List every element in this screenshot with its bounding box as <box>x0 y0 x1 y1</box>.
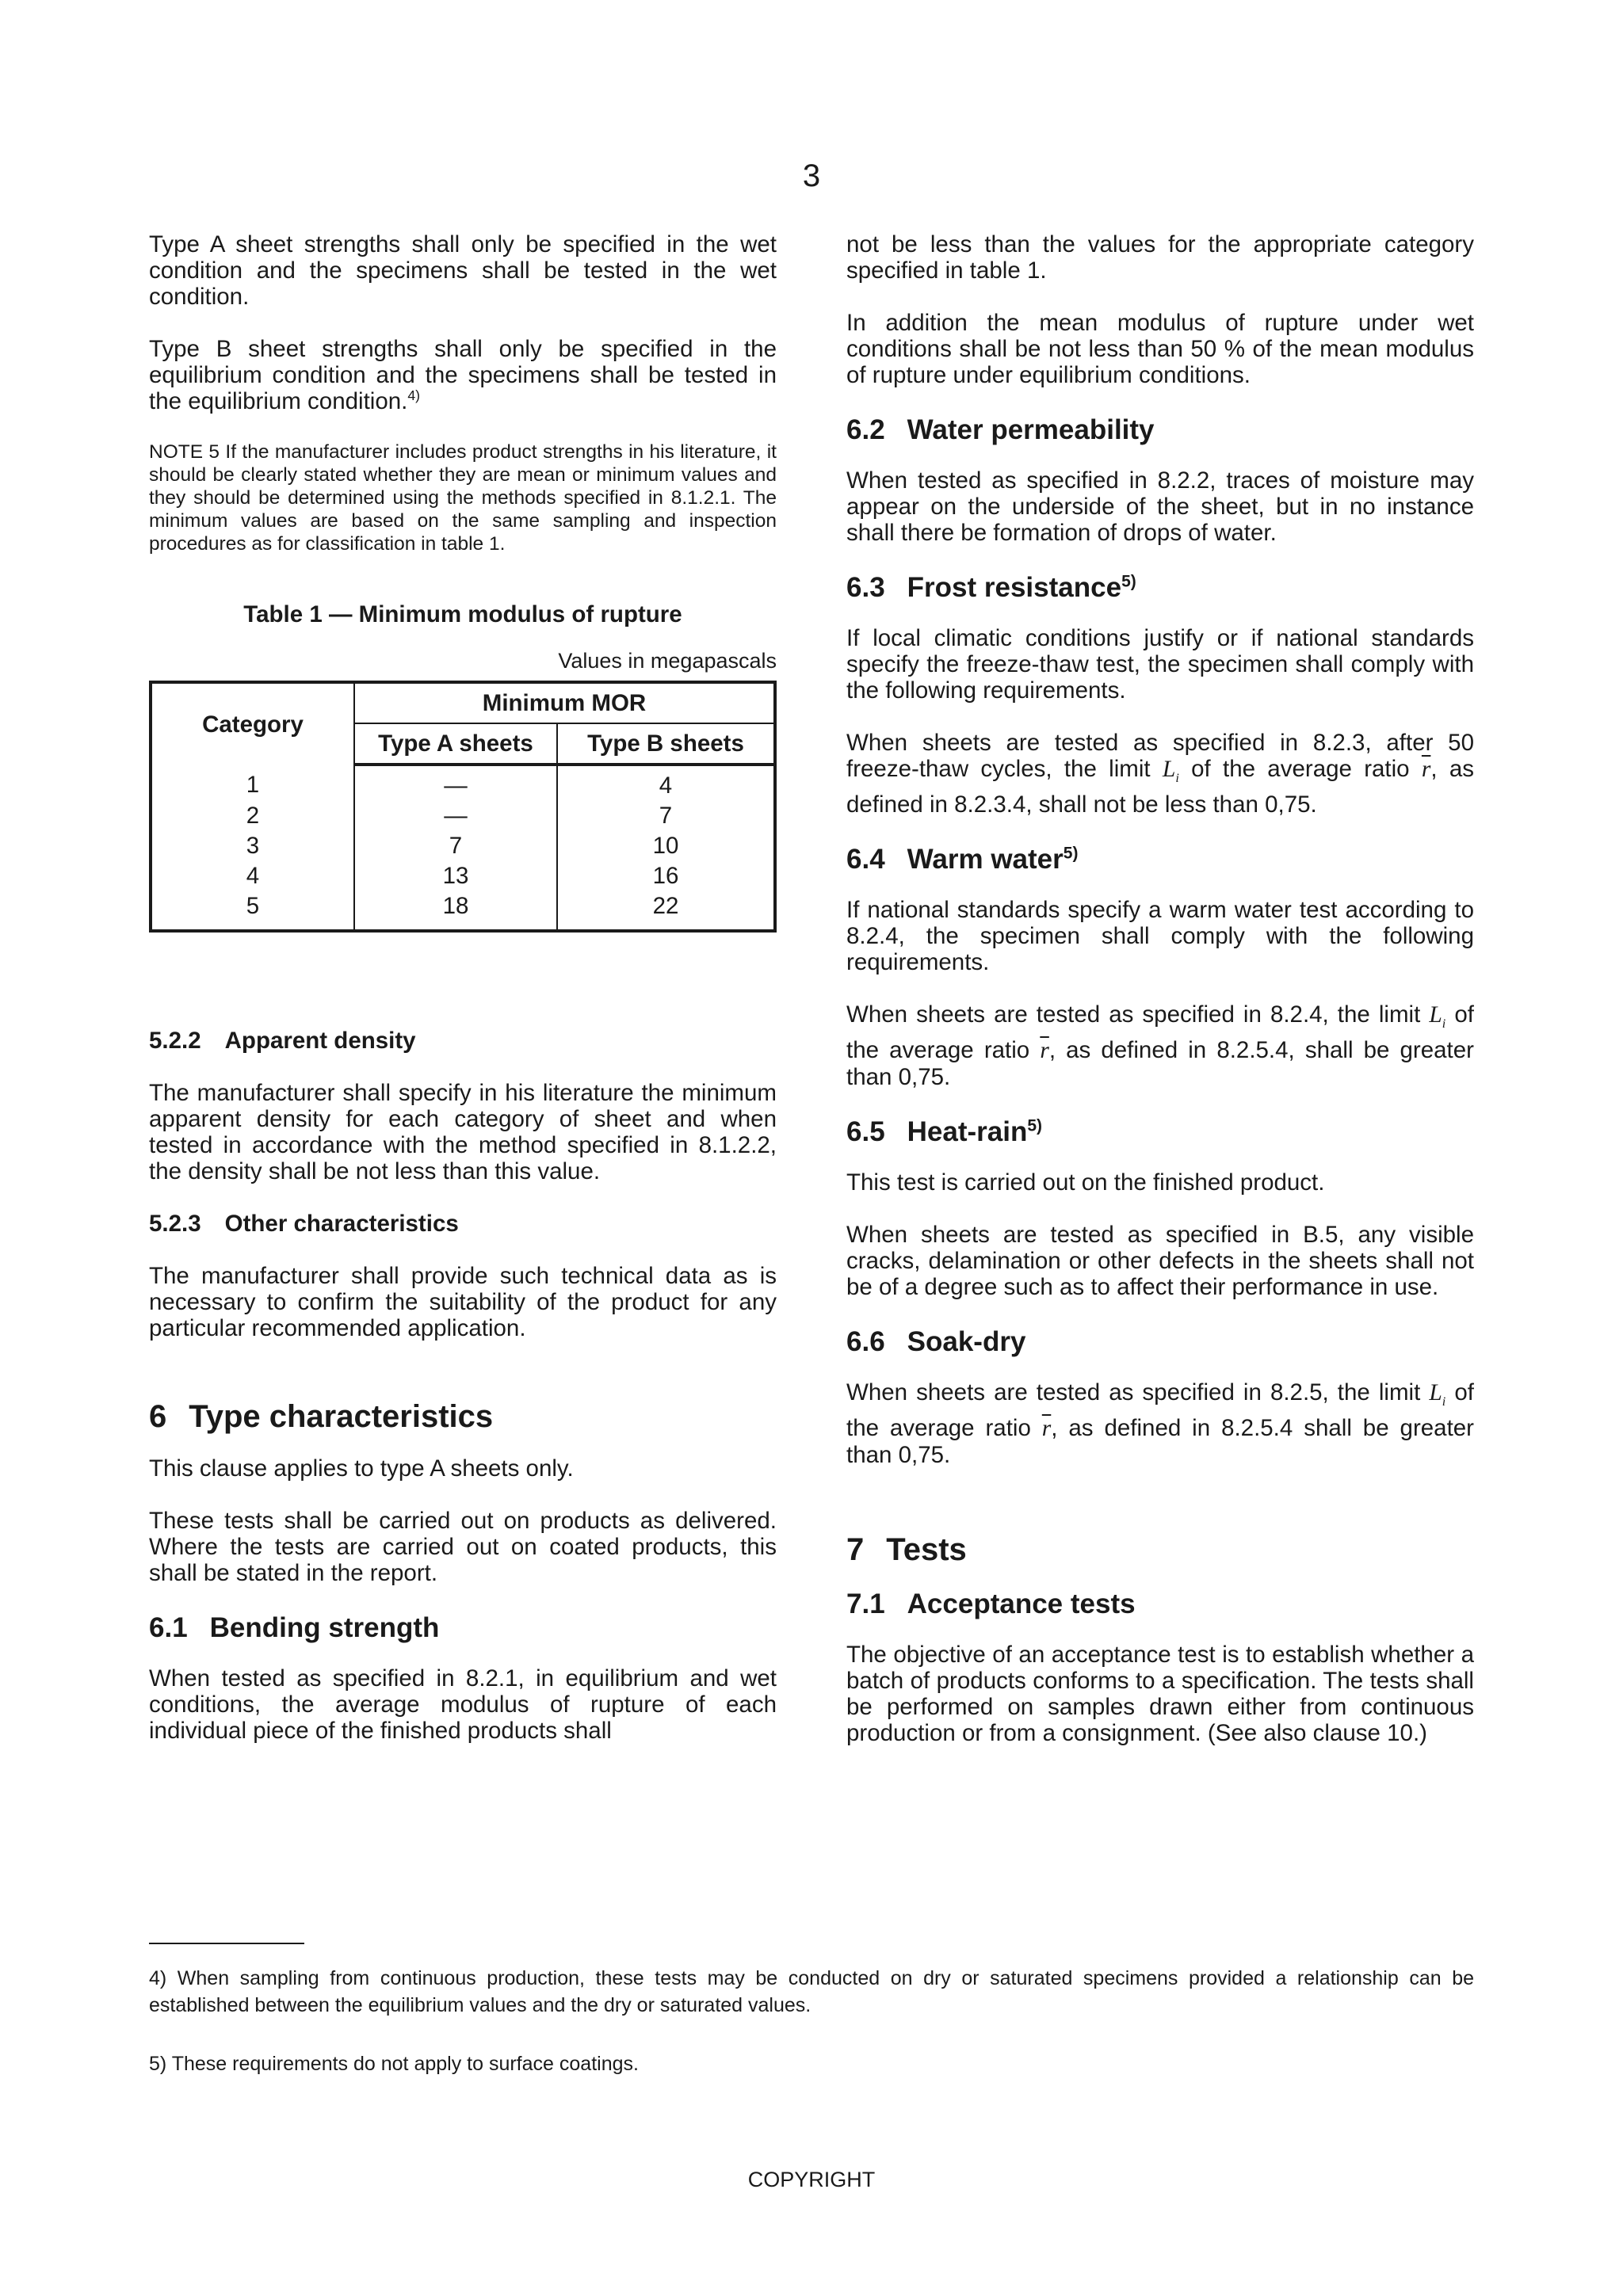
footnote-5: 5) These requirements do not apply to surface coatings. <box>149 2053 639 2075</box>
cell-type-a: — <box>354 765 557 801</box>
cell-type-a: 7 <box>354 831 557 861</box>
cell-category: 5 <box>151 891 354 931</box>
heading-7-1 <box>846 1589 1474 1620</box>
symbol-L: L <box>1162 757 1176 782</box>
text-fragment: , as defined in 8.2.3.4, shall not be less than 0,75. <box>846 756 1475 818</box>
paragraph-heat-rain-cracks: When sheets are tested as specified in B.5, any visible cracks, delamination or other defects in the sheets shall not be of a degree such as to affect their performance in use. <box>846 1221 1474 1300</box>
cell-category: 1 <box>151 765 354 801</box>
cell-type-a: — <box>354 801 557 831</box>
text-fragment: When sheets are tested as specified in 8.2.5, the limit <box>846 1379 1421 1405</box>
section-title: Water permeability <box>907 414 1155 445</box>
symbol-L-subscript: i <box>1442 1016 1446 1031</box>
symbol-L: L <box>1429 1379 1442 1405</box>
section-number: 6.2 <box>846 414 885 445</box>
symbol-r-bar: $\overline{r}$ <box>1421 757 1431 782</box>
footnotes <box>149 1965 1474 2109</box>
footnote-ref-5[interactable]: 5) <box>1063 844 1079 863</box>
cell-type-b: 10 <box>652 833 679 859</box>
cell-type-b: 16 <box>652 863 679 889</box>
section-title: Heat-rain <box>907 1116 1028 1147</box>
table-row <box>151 891 775 931</box>
footnote-4: 4) When sampling from continuous production, these tests may be conducted on dry or saturated specimens provided a relationship can be established between the equilibrium values and the dry or saturated values. <box>149 1967 1474 2016</box>
paragraph-wet-mean: In addition the mean modulus of rupture under wet conditions shall be not less than 50 % of the mean modulus of rupture under equilibrium conditions. <box>846 310 1474 388</box>
table-row <box>151 831 775 861</box>
section-number: 6.4 <box>846 843 885 875</box>
paragraph-water-permeability: When tested as specified in 8.2.2, traces of moisture may appear on the underside of the sheet, but in no instance shall there be formation of drops of water. <box>846 467 1474 546</box>
section-number: 6.1 <box>149 1612 188 1643</box>
heading-6-2 <box>846 414 1474 446</box>
table-units: Values in megapascals <box>558 649 777 673</box>
header-type-a: Type A sheets <box>354 723 557 765</box>
note-5: NOTE 5 If the manufacturer includes product strengths in his literature, it should be clearly stated whether they are mean or minimum values and they should be determined using the methods specified in 8.1.2.1. The minimum values are based on the same sampling and inspection procedures as for classification in table 1. <box>149 441 777 555</box>
text-fragment: , as defined in 8.2.5.4 shall be greater than 0,75. <box>846 1414 1475 1468</box>
heading-7 <box>846 1532 1474 1567</box>
mor-table <box>149 681 777 933</box>
paragraph-heat-rain-product: This test is carried out on the finished product. <box>846 1169 1325 1196</box>
footnote-ref-5[interactable]: 5) <box>1121 572 1136 591</box>
paragraph-bending-strength: When tested as specified in 8.2.1, in equilibrium and wet conditions, the average modulus of rupture of each individual piece of the finished products shall <box>149 1665 777 1744</box>
table-row <box>151 801 775 831</box>
paragraph-type-a: Type A sheet strengths shall only be specified in the wet condition and the specimens shall be tested in the wet condition. <box>149 231 777 310</box>
cell-type-b: 4 <box>659 772 673 799</box>
section-title: Type characteristics <box>189 1399 494 1434</box>
heading-5-2-3 <box>149 1211 777 1237</box>
heading-6-1 <box>149 1612 777 1644</box>
section-title: Tests <box>886 1531 967 1567</box>
section-title: Apparent density <box>224 1028 416 1054</box>
paragraph-type-a-only: This clause applies to type A sheets only. <box>149 1455 574 1482</box>
footnote-ref-4[interactable]: 4) <box>407 387 421 404</box>
section-number: 5.2.3 <box>149 1211 201 1237</box>
section-title: Soak-dry <box>907 1325 1026 1357</box>
table-caption: Table 1 — Minimum modulus of rupture <box>243 601 682 627</box>
symbol-L-subscript: i <box>1442 1394 1446 1409</box>
header-category: Category <box>151 682 354 765</box>
cell-category: 4 <box>151 861 354 891</box>
paragraph-frost-limit <box>846 730 1474 818</box>
heading-5-2-2 <box>149 1028 777 1054</box>
cell-type-b: 22 <box>652 893 679 919</box>
header-type-b: Type B sheets <box>557 723 775 765</box>
paragraph-other-characteristics: The manufacturer shall provide such technical data as is necessary to confirm the suitability of the product for any particular recommended application. <box>149 1263 777 1341</box>
text-fragment: When sheets are tested as specified in 8.2.4, the limit <box>846 1001 1421 1028</box>
table-row <box>151 861 775 891</box>
section-number: 6.6 <box>846 1325 885 1357</box>
text-fragment: of the average ratio <box>846 1001 1474 1063</box>
heading-6-5 <box>846 1116 1474 1148</box>
text-fragment: , as defined in 8.2.5.4, shall be greater than 0,75. <box>846 1036 1474 1090</box>
heading-6-3 <box>846 572 1474 604</box>
paragraph-as-delivered: These tests shall be carried out on products as delivered. Where the tests are carried out on coated products, this shall be stated in the report. <box>149 1508 777 1586</box>
section-number: 6.3 <box>846 572 885 603</box>
paragraph-type-b <box>149 336 777 414</box>
paragraph-frost-conditions: If local climatic conditions justify or if national standards specify the freeze-thaw test, the specimen shall comply with the following requirements. <box>846 625 1474 704</box>
section-number: 7 <box>846 1531 865 1567</box>
text-fragment: When sheets are tested as specified in 8.2.3, after 50 freeze-thaw cycles, the limit <box>846 730 1474 782</box>
section-number: 6.5 <box>846 1116 885 1147</box>
copyright-footer: COPYRIGHT <box>747 2168 876 2191</box>
section-title: Bending strength <box>209 1612 440 1643</box>
symbol-r-bar: $\overline{r}$ <box>1041 1415 1052 1441</box>
paragraph-warm-water-spec: If national standards specify a warm water test according to 8.2.4, the specimen shall comply with the following requirements. <box>846 896 1474 975</box>
symbol-L: L <box>1429 1001 1442 1028</box>
cell-type-a: 18 <box>354 891 557 931</box>
paragraph-acceptance-tests: The objective of an acceptance test is to establish whether a batch of products conforms to a specification. The tests shall be performed on samples drawn either from continuous production or from a consignment. (See also clause 10.) <box>846 1641 1474 1746</box>
paragraph-warm-water-limit <box>846 1001 1474 1090</box>
footnote-divider <box>149 1943 304 1944</box>
footnote-ref-5[interactable]: 5) <box>1027 1116 1043 1135</box>
page-number: 3 <box>802 158 821 193</box>
table-row <box>151 765 775 801</box>
left-column <box>149 231 777 1770</box>
section-number: 6 <box>149 1399 167 1434</box>
cell-category: 2 <box>151 801 354 831</box>
paragraph-apparent-density: The manufacturer shall specify in his literature the minimum apparent density for each category of sheet and when tested in accordance with the method specified in 8.1.2.2, the density shall be not less than this value. <box>149 1080 777 1184</box>
section-title: Frost resistance <box>907 572 1122 603</box>
cell-type-b: 7 <box>659 803 673 829</box>
text-fragment: of the average ratio <box>1191 756 1410 782</box>
text-fragment: of the average ratio <box>846 1379 1474 1441</box>
symbol-r-bar: $\overline{r}$ <box>1040 1037 1049 1063</box>
section-title: Acceptance tests <box>907 1588 1136 1619</box>
paragraph-table-1-values: not be less than the values for the appropriate category specified in table 1. <box>846 231 1474 284</box>
right-column <box>846 231 1474 1772</box>
section-title: Warm water <box>907 843 1064 875</box>
section-number: 7.1 <box>846 1588 885 1619</box>
paragraph-soak-dry-limit <box>846 1379 1474 1468</box>
paragraph-type-b-text: Type B sheet strengths shall only be specified in the equilibrium condition and the specimens shall be tested in the equilibrium condition. <box>149 336 777 414</box>
section-title: Other characteristics <box>224 1211 459 1237</box>
symbol-L-subscript: i <box>1175 770 1179 785</box>
header-minimum-mor: Minimum MOR <box>354 682 775 723</box>
cell-type-a: 13 <box>354 861 557 891</box>
section-number: 5.2.2 <box>149 1028 201 1054</box>
heading-6 <box>149 1399 777 1434</box>
heading-6-4 <box>846 844 1474 875</box>
heading-6-6 <box>846 1326 1474 1358</box>
cell-category: 3 <box>151 831 354 861</box>
